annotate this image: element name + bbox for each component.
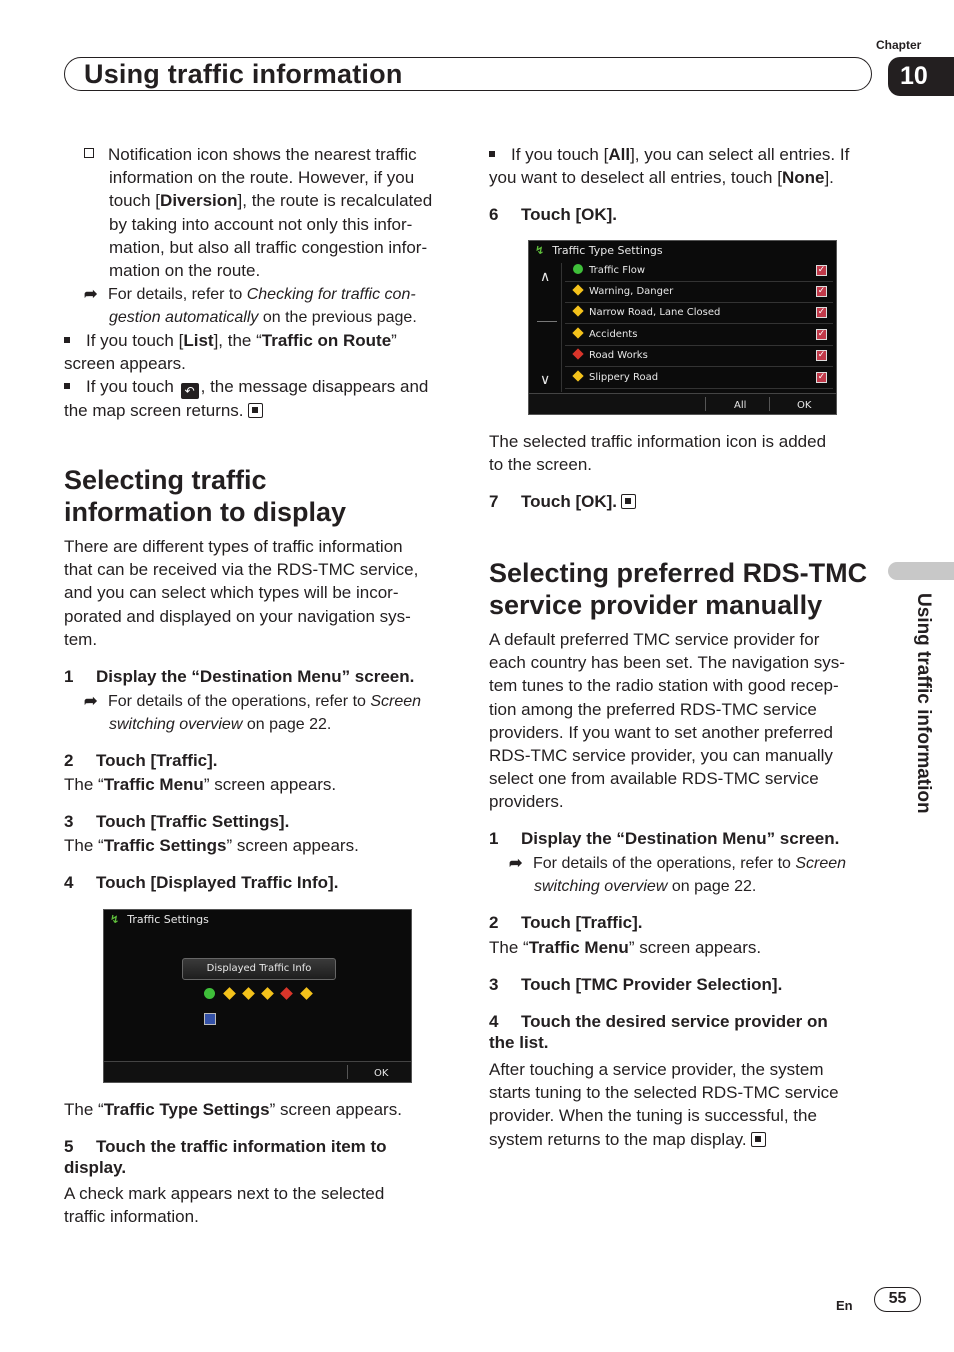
intro-paragraph: There are different types of traffic information that can be received via the RDS-TMC service, and you can select which types will be incor- porated and displayed on your navigation sys- tem. (64, 537, 419, 649)
square-bullet-icon (64, 383, 70, 389)
step-4-result: The “Traffic Type Settings” screen appears. (64, 1100, 402, 1119)
slippery-road-icon (572, 370, 583, 381)
traffic-type-row[interactable]: Traffic Flow ✓ (565, 261, 833, 282)
step-2-result: The “Traffic Menu” screen appears. (64, 775, 337, 794)
screen-bottom-bar (529, 393, 836, 414)
note-line: mation, but also all traffic congestion infor- (109, 237, 428, 257)
provider-step-3: 3 Touch [TMC Provider Selection]. (489, 975, 783, 994)
scroll-down-icon[interactable]: ∨ (540, 372, 551, 388)
step-4: 4 Touch [Displayed Traffic Info]. (64, 873, 339, 892)
note-line: by taking into account not only this infor- (109, 214, 413, 234)
language-code: En (836, 1298, 853, 1313)
traffic-type-row[interactable]: Accidents ✓ (565, 325, 833, 346)
provider-step-1: 1 Display the “Destination Menu” screen. (489, 829, 840, 848)
traffic-flow-icon (573, 264, 583, 274)
checkbox-checked-icon[interactable]: ✓ (817, 329, 826, 339)
narrow-road-icon (242, 987, 255, 1000)
warning-icon (223, 987, 236, 1000)
warning-icon (572, 284, 583, 295)
section-heading-display: Selecting traffic information to display (64, 465, 347, 527)
bullet-list-touch-all: If you touch [All], you can select all entries. If you want to deselect all entries, touch [None]. (489, 145, 850, 188)
displayed-traffic-info-button[interactable]: Displayed Traffic Info (182, 958, 336, 980)
provider-step-1-reference: ➦ For details of the operations, refer to Screen switching overview on page 22. (509, 852, 846, 898)
traffic-type-settings-screenshot (528, 240, 837, 415)
traffic-icon: ↯ (535, 244, 545, 257)
step-6-result: The selected traffic information icon is added to the screen. (489, 432, 827, 475)
back-icon: ↶ (181, 383, 199, 399)
step-1: 1 Display the “Destination Menu” screen. (64, 667, 415, 686)
checkbox-checked-icon[interactable]: ✓ (817, 286, 826, 296)
note-line: mation on the route. (109, 261, 261, 281)
end-mark-icon (621, 494, 636, 509)
note-line: Notification icon shows the nearest traffic (108, 145, 417, 164)
page-number: 55 (874, 1287, 921, 1312)
checkbox-checked-icon[interactable]: ✓ (817, 350, 826, 360)
section-heading-provider: Selecting preferred RDS-TMC service provider manually (489, 558, 868, 620)
screen-bottom-bar (104, 1061, 411, 1082)
side-tab-label: Using traffic information (913, 593, 934, 814)
provider-step-4: 4 Touch the desired service provider on the list. (489, 1012, 828, 1052)
note-box-item (84, 143, 432, 282)
bullet-list-touch-list: If you touch [List], the “Traffic on Route” screen appears. (64, 331, 397, 374)
accident-icon (261, 987, 274, 1000)
chapter-number: 10 (888, 57, 954, 96)
arrow-right-icon: ➦ (509, 855, 523, 872)
accident-icon (572, 327, 583, 338)
step-3: 3 Touch [Traffic Settings]. (64, 812, 290, 831)
parking-icon (204, 1013, 216, 1025)
provider-step-2: 2 Touch [Traffic]. (489, 913, 643, 932)
scroll-thumb[interactable] (537, 321, 557, 322)
ok-button[interactable]: OK (374, 1068, 389, 1079)
traffic-type-row[interactable]: Warning, Danger ✓ (565, 282, 833, 303)
slippery-road-icon (300, 987, 313, 1000)
scroll-column (535, 263, 562, 392)
note-line: touch [Diversion], the route is recalculated (109, 191, 433, 211)
arrow-right-icon: ➦ (84, 286, 98, 303)
checkbox-checked-icon[interactable]: ✓ (817, 265, 826, 275)
note-line: information on the route. However, if you (109, 168, 415, 188)
screen-title: ↯ Traffic Type Settings (535, 244, 663, 257)
reference-note: ➦ For details, refer to Checking for traffic con- gestion automatically on the previous page. (84, 283, 417, 329)
narrow-road-icon (572, 305, 583, 316)
section-title: Using traffic information (84, 59, 403, 89)
square-bullet-icon (64, 337, 70, 343)
arrow-right-icon: ➦ (84, 693, 98, 710)
traffic-flow-icon (204, 988, 215, 999)
all-button[interactable]: All (734, 400, 747, 411)
bullet-list-touch-back: If you touch ↶ , the message disappears and the map screen returns. (64, 377, 429, 420)
step-3-result: The “Traffic Settings” screen appears. (64, 836, 359, 855)
ok-button[interactable]: OK (797, 400, 812, 411)
traffic-type-row[interactable]: Slippery Road ✓ (565, 368, 833, 389)
road-works-icon (572, 348, 583, 359)
step-5-result: A check mark appears next to the selected traffic information. (64, 1184, 385, 1227)
step-2: 2 Touch [Traffic]. (64, 751, 218, 770)
screen-title: ↯ Traffic Settings (110, 913, 209, 926)
scroll-up-icon[interactable]: ∧ (540, 269, 551, 285)
checkbox-checked-icon[interactable]: ✓ (817, 372, 826, 382)
end-mark-icon (751, 1132, 766, 1147)
checkbox-bullet-icon (84, 148, 94, 158)
checkbox-checked-icon[interactable]: ✓ (817, 307, 826, 317)
step-5: 5 Touch the traffic information item to display. (64, 1137, 387, 1177)
square-bullet-icon (489, 151, 495, 157)
traffic-type-row[interactable]: Narrow Road, Lane Closed ✓ (565, 303, 833, 324)
step-1-reference: ➦ For details of the operations, refer to Screen switching overview on page 22. (84, 690, 421, 736)
provider-step-2-result: The “Traffic Menu” screen appears. (489, 938, 762, 957)
traffic-icon: ↯ (110, 913, 120, 926)
end-mark-icon (248, 403, 263, 418)
chapter-label: Chapter (876, 38, 922, 52)
traffic-settings-screenshot (103, 909, 412, 1083)
step-6: 6 Touch [OK]. (489, 205, 617, 224)
road-works-icon (280, 987, 293, 1000)
provider-step-4-result: After touching a service provider, the system starts tuning to the selected RDS-TMC service provider. When the tuning is successful, the system returns to the map display. (489, 1060, 839, 1149)
provider-intro-paragraph: A default preferred TMC service provider for each country has been set. The navigation sys- tem tunes to the radio station with good recep- tion among the preferred RDS-TMC service providers. If you want to set another preferred RDS-TMC service provider, you can manually select one from available RDS-TMC service providers. (489, 630, 845, 812)
traffic-type-row[interactable]: Road Works ✓ (565, 346, 833, 367)
step-7: 7 Touch [OK]. (489, 492, 636, 512)
side-tab-marker (888, 562, 954, 580)
